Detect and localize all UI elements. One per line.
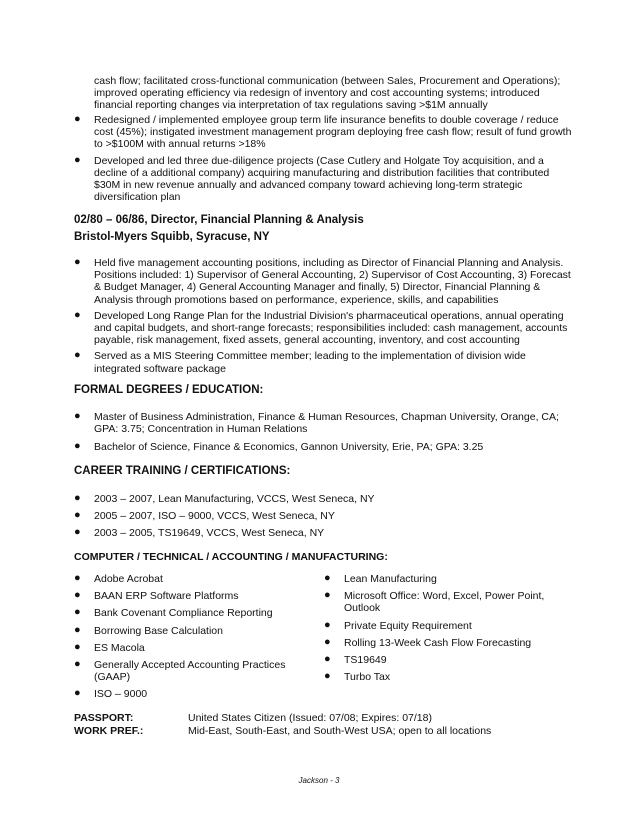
job-company: Bristol-Myers Squibb, Syracuse, NY [74, 231, 270, 243]
job-bullets [74, 257, 574, 379]
education-list [74, 411, 574, 458]
education-text: Master of Business Administration, Finance & Human Resources, Chapman University, Orange, CA; GPA: 3.75; Concentration in Human Relations [94, 411, 559, 436]
bullet-icon: ● [74, 410, 81, 422]
bullet-icon: ● [74, 440, 81, 453]
bullet-icon: ● [324, 572, 331, 584]
bullet-icon: ● [74, 526, 81, 539]
list-item [324, 590, 574, 614]
bullet-icon: ● [74, 623, 81, 636]
list-item [74, 155, 574, 204]
skill-text: Bank Covenant Compliance Reporting [94, 607, 273, 620]
continuation-line: financial reporting changes via interpretation of tax regulations saving >$1M annually [94, 99, 488, 112]
continuation-line: improved operating efficiency via redesign of inventory and cost accounting systems; introduced [94, 87, 540, 100]
list-item [74, 350, 574, 374]
list-item [74, 310, 574, 347]
training-text: 2005 – 2007, ISO – 9000, VCCS, West Seneca, NY [94, 510, 335, 523]
training-heading: CAREER TRAINING / CERTIFICATIONS: [74, 465, 291, 477]
bullet-icon: ● [74, 640, 81, 653]
passport-label: PASSPORT: [74, 712, 134, 724]
work-pref-label: WORK PREF.: [74, 725, 144, 737]
list-item [324, 671, 574, 683]
list-item [74, 441, 574, 453]
bullet-icon: ● [74, 349, 81, 362]
list-item [74, 688, 304, 700]
bullet-icon: ● [74, 589, 81, 602]
bullet-icon: ● [324, 635, 331, 648]
list-item [74, 625, 304, 637]
list-item [74, 590, 304, 602]
training-list [74, 493, 574, 544]
bullet-icon: ● [74, 658, 81, 671]
skill-text: Generally Accepted Accounting Practices (GAAP) [94, 659, 286, 684]
achievement-text: Developed and led three due-diligence projects (Case Cutlery and Holgate Toy acquisition, and a decline of a additional company) acquiring manufacturing and distribution facilities that contributed $30M in new revenue annually and advanced company toward achieving long-term strategic diversification plan [94, 154, 550, 204]
skills-right-list [324, 573, 574, 683]
continuation-text [74, 75, 594, 112]
skill-text: Microsoft Office: Word, Excel, Power Point, Outlook [344, 590, 545, 615]
job-bullet-text: Developed Long Range Plan for the Industrial Division's pharmaceutical operations, annual operating and capital budgets, and short-range forecasts; responsibilities included: cash management, accounts payable, risk management, fixed assets, general accounting, inventory, and cost accounting [94, 309, 568, 347]
skills-left-list [74, 573, 304, 701]
page-footer: Jackson - 3 [298, 776, 340, 785]
skill-text: Rolling 13-Week Cash Flow Forecasting [344, 636, 532, 649]
achievement-text: Redesigned / implemented employee group term life insurance benefits to double coverage / reduce cost (45%); instigated investment management program deploying free cash flow; result of fund growth to >$100M with annual returns >18% [94, 114, 572, 151]
bullet-icon: ● [74, 492, 81, 504]
bullet-icon: ● [74, 509, 81, 522]
bullet-icon: ● [74, 687, 81, 700]
list-item [324, 573, 574, 585]
list-item [324, 654, 574, 666]
list-item [324, 620, 574, 632]
bullet-icon: ● [324, 653, 331, 666]
list-item [74, 114, 574, 151]
training-text: 2003 – 2005, TS19649, VCCS, West Seneca, NY [94, 527, 325, 540]
skill-text: Borrowing Base Calculation [94, 624, 223, 637]
skill-text: Adobe Acrobat [94, 573, 163, 585]
list-item [74, 510, 574, 522]
bullet-icon: ● [74, 256, 81, 268]
skill-text: ISO – 9000 [94, 688, 148, 701]
list-item [324, 637, 574, 649]
skill-text: Turbo Tax [344, 671, 391, 684]
bullet-icon: ● [324, 589, 331, 602]
list-item [74, 527, 574, 539]
list-item [74, 642, 304, 654]
continuation-line: cash flow; facilitated cross-functional communication (between Sales, Procurement and Operations); [94, 75, 561, 87]
education-text: Bachelor of Science, Finance & Economics, Gannon University, Erie, PA; GPA: 3.25 [94, 441, 484, 454]
work-pref-value: Mid-East, South-East, and South-West USA; open to all locations [188, 725, 492, 737]
list-item [74, 659, 304, 683]
list-item [74, 411, 574, 435]
job-title: 02/80 – 06/86, Director, Financial Planning & Analysis [74, 214, 364, 226]
skill-text: TS19649 [344, 654, 387, 667]
skill-text: ES Macola [94, 641, 145, 654]
bullet-icon: ● [74, 606, 81, 619]
list-item [74, 493, 574, 505]
list-item [74, 607, 304, 619]
bullet-icon: ● [74, 113, 81, 125]
skill-text: BAAN ERP Software Platforms [94, 590, 239, 603]
bullet-icon: ● [74, 572, 81, 584]
bullet-icon: ● [74, 153, 81, 166]
skills-heading: COMPUTER / TECHNICAL / ACCOUNTING / MANUFACTURING: [74, 551, 388, 563]
skill-text: Private Equity Requirement [344, 619, 472, 632]
list-item [74, 573, 304, 585]
achievement-list [74, 114, 574, 207]
training-text: 2003 – 2007, Lean Manufacturing, VCCS, West Seneca, NY [94, 493, 375, 505]
job-bullet-text: Served as a MIS Steering Committee member; leading to the implementation of division wide integrated software package [94, 350, 526, 375]
passport-value: United States Citizen (Issued: 07/08; Expires: 07/18) [188, 712, 432, 724]
skill-text: Lean Manufacturing [344, 573, 437, 585]
education-heading: FORMAL DEGREES / EDUCATION: [74, 384, 264, 396]
list-item [74, 257, 574, 306]
bullet-icon: ● [74, 308, 81, 321]
bullet-icon: ● [324, 670, 331, 683]
job-bullet-text: Held five management accounting positions, including as Director of Financial Planning and Analysis. Positions included: 1) Supervisor of General Accounting, 2) Supervisor of Cost Accounting, 3) Forecast & Budget Manager, 4) General Accounting Manager and finally, 5) Director, Financial Planning & Analysis through promotions based on performance, experience, skills, and capabilities [94, 257, 571, 306]
bullet-icon: ● [324, 618, 331, 631]
